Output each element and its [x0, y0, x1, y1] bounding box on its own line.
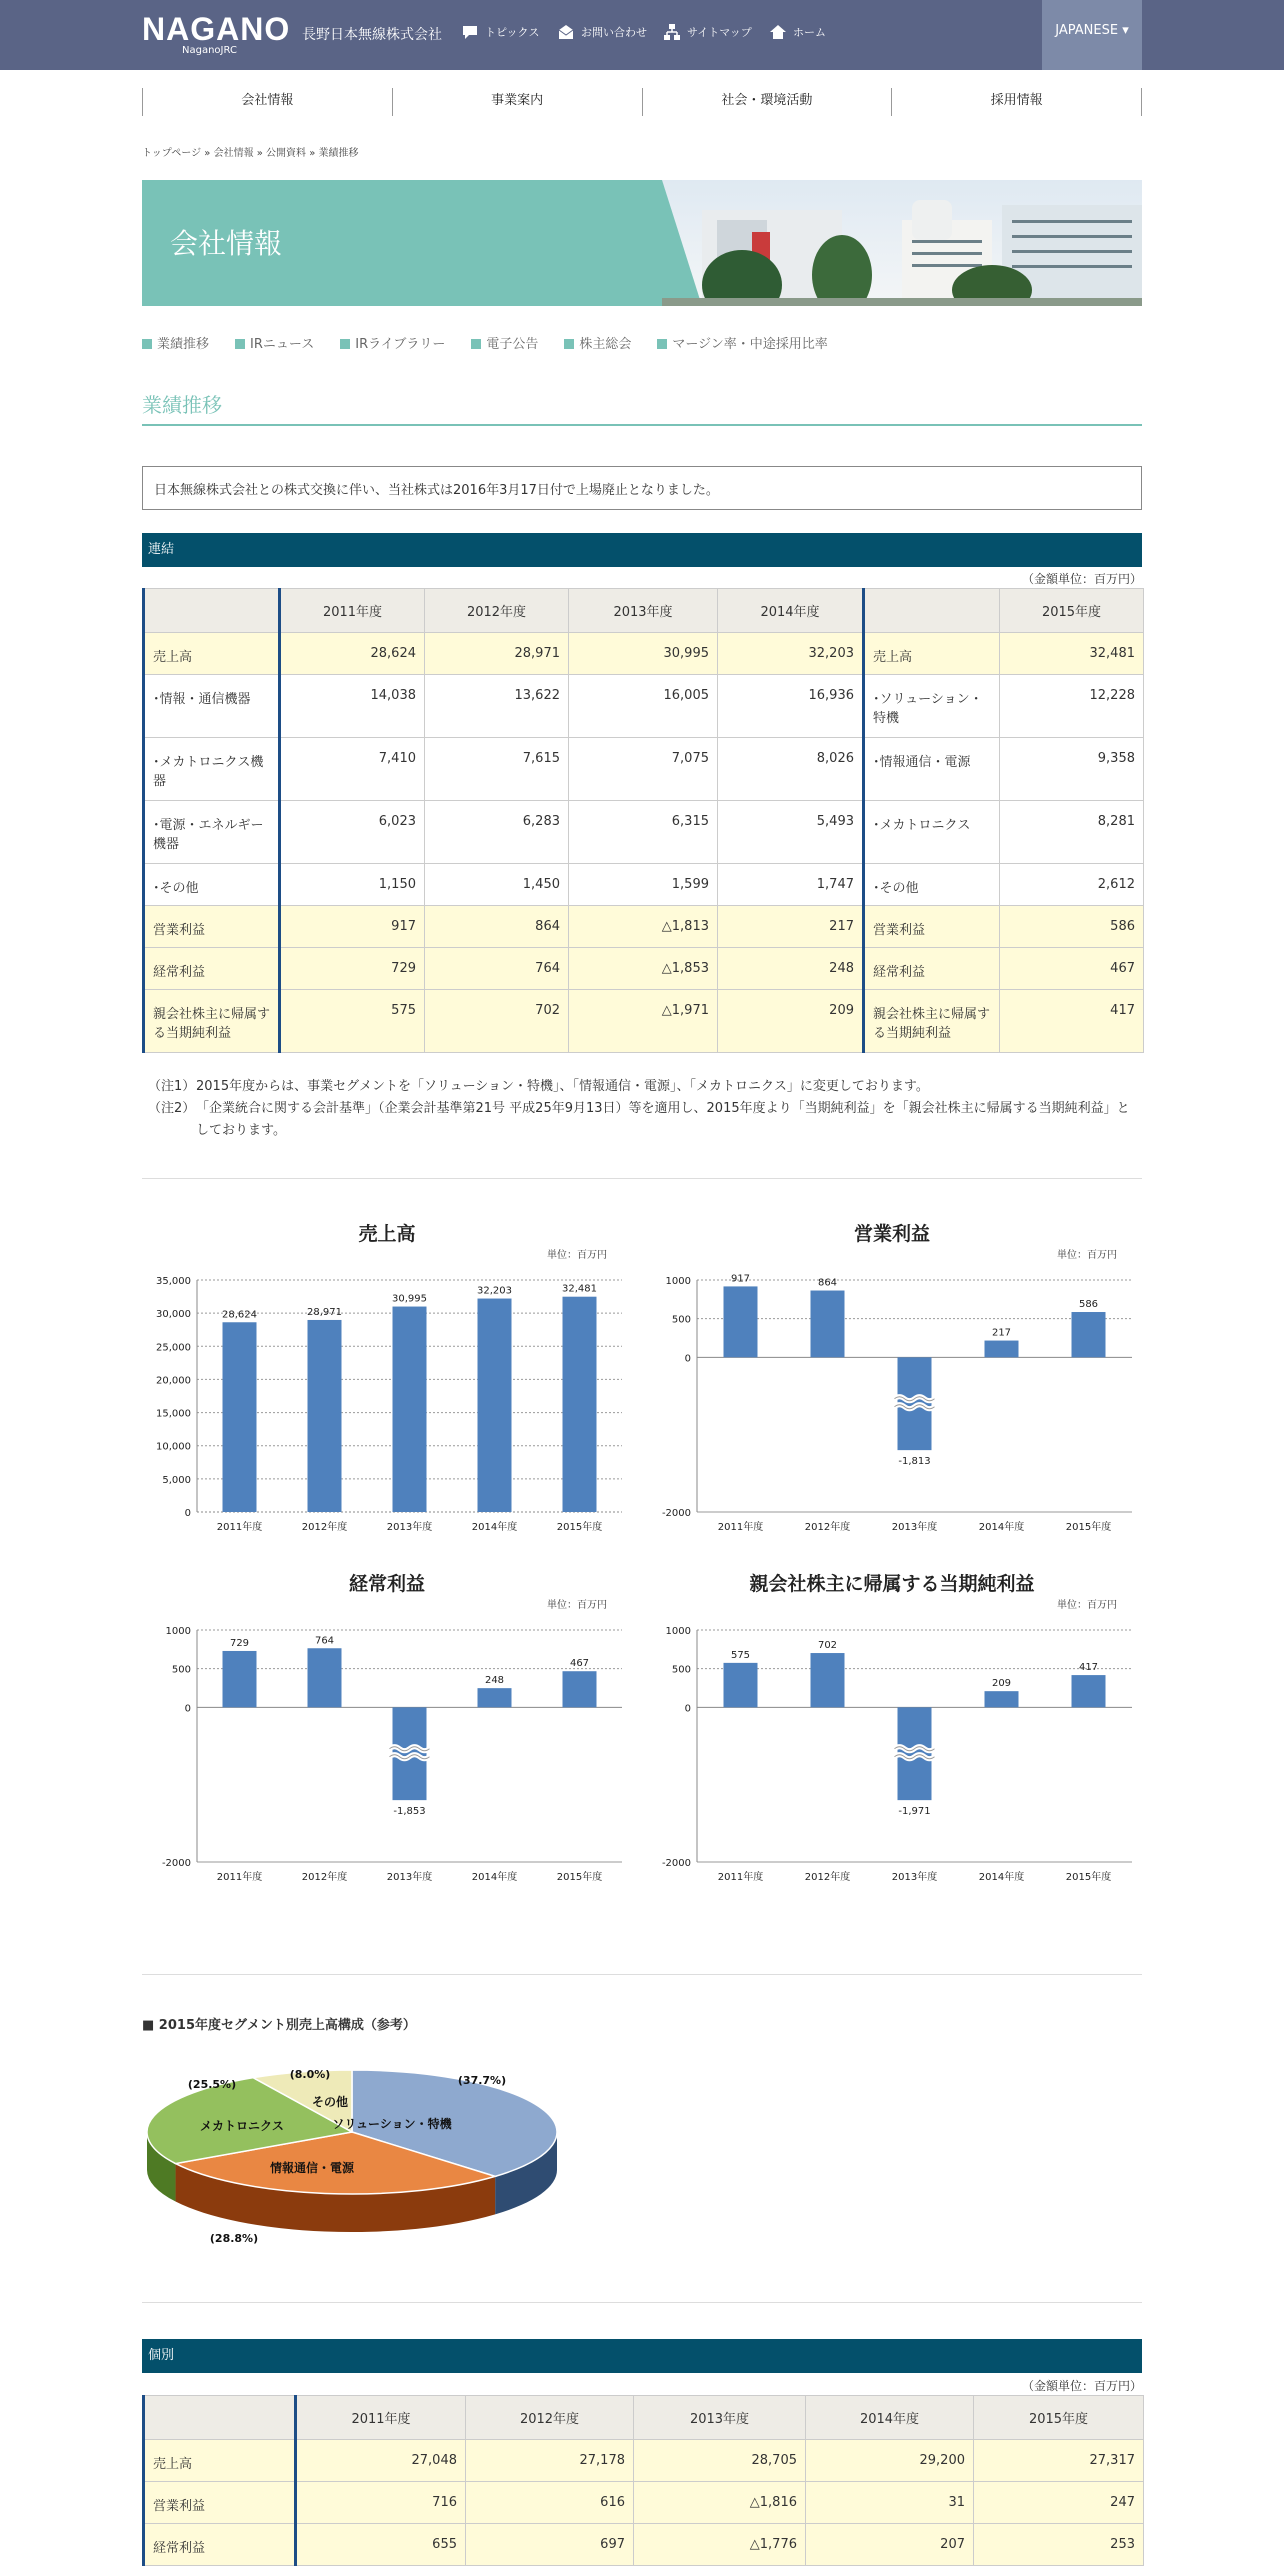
data-label: 209	[991, 1678, 1012, 1690]
y-tick-label: 1000	[665, 1626, 691, 1637]
chart-operating-income	[642, 1210, 1142, 1550]
bar	[1072, 1312, 1106, 1357]
sub-nav-item-margin[interactable]	[657, 333, 827, 352]
row-label: 売上高	[144, 633, 280, 675]
table-cell: △1,816	[634, 2482, 806, 2524]
company-name: 長野日本無線株式会社	[302, 27, 442, 43]
table-row	[144, 801, 1144, 864]
sub-nav	[142, 333, 828, 352]
x-tick-label: 2015年度	[556, 1522, 603, 1533]
table-cell: 8,281	[1000, 801, 1144, 864]
data-label: 575	[730, 1649, 751, 1661]
bar	[985, 1691, 1019, 1707]
header-link-home[interactable]	[768, 22, 826, 42]
x-tick-label: 2012年度	[804, 1522, 851, 1533]
y-tick-label: 0	[684, 1703, 691, 1715]
table-row	[144, 633, 1144, 675]
bar	[563, 1297, 597, 1512]
table-cell: 7,075	[569, 738, 718, 801]
table-row	[144, 675, 1144, 738]
footnote-text: 2015年度からは、事業セグメントを「ソリューション・特機」、「情報通信・電源」、「メカトロニクス」に変更しております。	[196, 1079, 929, 1094]
sub-nav-label: 電子公告	[486, 337, 539, 352]
x-tick-label: 2015年度	[1065, 1522, 1112, 1533]
data-label: -1,853	[393, 1806, 426, 1818]
table-cell: 16,005	[569, 675, 718, 738]
chart-sales	[142, 1210, 632, 1550]
table-cell: 716	[296, 2482, 466, 2524]
sub-nav-label: IRニュース	[250, 337, 315, 352]
bar	[724, 1286, 758, 1357]
footnote-label: （注1）	[148, 1079, 196, 1094]
table-cell: △1,813	[569, 906, 718, 948]
row-label: 経常利益	[144, 948, 280, 990]
data-label: 30,995	[392, 1293, 427, 1305]
y-tick-label: 30,000	[156, 1309, 191, 1321]
table-row	[144, 948, 1144, 990]
data-label: 864	[817, 1277, 838, 1289]
y-tick-label: 500	[671, 1314, 691, 1326]
pie-slice-label: その他	[311, 2095, 349, 2109]
table-cell: 1,150	[280, 864, 425, 906]
row-label: 営業利益	[144, 906, 280, 948]
table-row	[144, 738, 1144, 801]
row-label: 経常利益	[144, 2524, 296, 2566]
row-label: 親会社株主に帰属する当期純利益	[864, 990, 1000, 1053]
chart-title: 売上高	[358, 1223, 416, 1245]
bar	[811, 1653, 845, 1707]
section-banner	[142, 180, 1142, 306]
table-cell: 6,023	[280, 801, 425, 864]
sitemap-icon	[662, 22, 682, 42]
table-row	[144, 2440, 1144, 2482]
x-tick-label: 2012年度	[301, 1522, 348, 1533]
chart-unit: 単位：百万円	[547, 1250, 607, 1261]
table-cell: 9,358	[1000, 738, 1144, 801]
pie-slice-percent: (25.5%)	[187, 2078, 237, 2091]
bar	[308, 1320, 342, 1512]
y-tick-label: -2000	[661, 1508, 691, 1519]
x-tick-label: 2011年度	[717, 1872, 764, 1883]
nonconsolidated-unit: （金額単位：百万円）	[1021, 2379, 1142, 2393]
column-header: 2013年度	[634, 2396, 806, 2440]
mail-icon	[556, 22, 576, 42]
table-cell: 14,038	[280, 675, 425, 738]
pie-slice-label: 情報通信・電源	[269, 2161, 355, 2175]
header-link-label: サイトマップ	[687, 26, 752, 39]
column-header: 2012年度	[466, 2396, 634, 2440]
table-row	[144, 990, 1144, 1053]
chart-title: 営業利益	[853, 1223, 931, 1245]
corner-cell	[144, 2396, 296, 2440]
bar	[811, 1291, 845, 1358]
table-cell: 1,599	[569, 864, 718, 906]
x-tick-label: 2013年度	[386, 1522, 433, 1533]
table-cell: 209	[718, 990, 864, 1053]
table-cell: 27,317	[974, 2440, 1144, 2482]
data-label: 764	[314, 1635, 335, 1647]
column-header: 2014年度	[718, 589, 864, 633]
row-label: ･メカトロニクス	[864, 801, 1000, 864]
table-cell: 729	[280, 948, 425, 990]
x-tick-label: 2012年度	[301, 1872, 348, 1883]
table-cell: 30,995	[569, 633, 718, 675]
footnote	[148, 1098, 1142, 1142]
table-cell: 13,622	[425, 675, 569, 738]
row-label: ･ソリューション・特機	[864, 675, 1000, 738]
page-title: 業績推移	[142, 390, 1142, 426]
language-selector[interactable]	[1042, 0, 1142, 70]
table-cell: 2,612	[1000, 864, 1144, 906]
sub-nav-item-ir-library[interactable]	[340, 333, 445, 352]
global-nav-recruit[interactable]: 採用情報	[892, 88, 1142, 116]
corner-cell	[144, 589, 280, 633]
table-cell: 6,283	[425, 801, 569, 864]
row-label: 売上高	[144, 2440, 296, 2482]
data-label: 417	[1078, 1662, 1099, 1674]
bar	[724, 1663, 758, 1707]
sub-nav-label: IRライブラリー	[355, 337, 446, 352]
table-cell: 248	[718, 948, 864, 990]
nonconsolidated-table	[142, 2395, 1144, 2566]
row-label: 営業利益	[864, 906, 1000, 948]
column-header: 2014年度	[806, 2396, 974, 2440]
data-label: 28,971	[307, 1306, 342, 1318]
bar	[1072, 1675, 1106, 1707]
breadcrumb[interactable]: トップページ » 会社情報 » 公開資料 » 業績推移	[142, 148, 359, 159]
x-tick-label: 2015年度	[1065, 1872, 1112, 1883]
table-cell: 253	[974, 2524, 1144, 2566]
segment-pie-chart	[142, 2060, 592, 2260]
x-tick-label: 2011年度	[216, 1872, 263, 1883]
data-label: 702	[817, 1640, 838, 1652]
bullet-square-icon	[142, 339, 152, 349]
column-header: 2011年度	[296, 2396, 466, 2440]
global-nav-business[interactable]: 事業案内	[393, 88, 643, 116]
table-cell: 1,747	[718, 864, 864, 906]
table-cell: 764	[425, 948, 569, 990]
bar	[308, 1648, 342, 1707]
table-cell: 616	[466, 2482, 634, 2524]
home-icon	[768, 22, 788, 42]
table-cell: 247	[974, 2482, 1144, 2524]
data-label: 586	[1078, 1299, 1099, 1311]
table-cell: 16,936	[718, 675, 864, 738]
consolidated-table	[142, 588, 1144, 1053]
footnotes	[148, 1076, 1142, 1142]
table-cell: 29,200	[806, 2440, 974, 2482]
bar	[393, 1307, 427, 1512]
data-label: 917	[730, 1273, 751, 1285]
global-nav-company[interactable]: 会社情報	[143, 88, 393, 116]
pie-slice-label: メカトロニクス	[200, 2119, 284, 2133]
y-tick-label: 1000	[165, 1626, 191, 1637]
language-label: JAPANESE	[1055, 23, 1119, 38]
bar	[478, 1688, 512, 1707]
table-cell: 1,450	[425, 864, 569, 906]
delisting-notice: 日本無線株式会社との株式交換に伴い、当社株式は2016年3月17日付で上場廃止となりました。	[142, 466, 1142, 510]
speech-bubble-icon	[460, 22, 480, 42]
y-tick-label: 10,000	[156, 1441, 191, 1453]
data-label: 467	[569, 1658, 590, 1670]
segment-chart-title: ■ 2015年度セグメント別売上高構成（参考）	[142, 2018, 416, 2033]
corner-cell	[864, 589, 1000, 633]
bar	[985, 1341, 1019, 1358]
chart-ordinary-income	[142, 1560, 632, 1900]
data-label: 217	[991, 1327, 1012, 1339]
header-link-contact[interactable]	[556, 22, 647, 42]
divider	[142, 1974, 1142, 1975]
site-header	[0, 0, 1284, 70]
y-tick-label: -2000	[661, 1858, 691, 1869]
column-header: 2012年度	[425, 589, 569, 633]
company-logo[interactable]	[142, 11, 291, 56]
x-tick-label: 2012年度	[804, 1872, 851, 1883]
bullet-square-icon	[564, 339, 574, 349]
y-tick-label: 15,000	[156, 1408, 191, 1420]
global-nav	[142, 88, 1142, 116]
y-tick-label: 500	[171, 1664, 191, 1676]
y-tick-label: 25,000	[156, 1342, 191, 1354]
banner-photo	[142, 180, 1142, 306]
row-label: 経常利益	[864, 948, 1000, 990]
column-header: 2013年度	[569, 589, 718, 633]
table-cell: 5,493	[718, 801, 864, 864]
pie-slice-percent: (28.8%)	[209, 2232, 259, 2245]
table-cell: 917	[280, 906, 425, 948]
divider	[142, 1178, 1142, 1179]
column-header: 2015年度	[974, 2396, 1144, 2440]
bar	[223, 1322, 257, 1512]
table-cell: 32,203	[718, 633, 864, 675]
y-tick-label: 0	[684, 1353, 691, 1365]
sub-nav-item-shareholders[interactable]	[564, 333, 631, 352]
data-label: 248	[484, 1675, 505, 1687]
header-link-label: トピックス	[485, 26, 540, 39]
sub-nav-item-ir-news[interactable]	[235, 333, 314, 352]
table-cell: △1,776	[634, 2524, 806, 2566]
bullet-square-icon	[235, 339, 245, 349]
y-tick-label: 0	[184, 1508, 191, 1519]
sub-nav-label: 株主総会	[579, 337, 632, 352]
row-label: ･その他	[864, 864, 1000, 906]
bullet-square-icon	[471, 339, 481, 349]
chart-unit: 単位：百万円	[1057, 1250, 1117, 1261]
data-label: 32,481	[562, 1283, 597, 1295]
consolidated-heading: 連結	[142, 533, 1142, 567]
x-tick-label: 2014年度	[471, 1872, 518, 1883]
table-row	[144, 2524, 1144, 2566]
x-tick-label: 2011年度	[717, 1522, 764, 1533]
y-tick-label: 0	[184, 1703, 191, 1715]
chart-title: 親会社株主に帰属する当期純利益	[749, 1573, 1035, 1595]
chart-unit: 単位：百万円	[1057, 1600, 1117, 1611]
x-tick-label: 2015年度	[556, 1872, 603, 1883]
x-tick-label: 2013年度	[891, 1872, 938, 1883]
pie-slice-percent: (37.7%)	[457, 2074, 507, 2087]
table-row	[144, 2482, 1144, 2524]
chart-title: 経常利益	[348, 1573, 426, 1595]
pie-slice-percent: (8.0%)	[289, 2068, 331, 2081]
divider	[142, 2302, 1142, 2303]
logo-text: NAGANO	[142, 11, 291, 47]
nonconsolidated-heading: 個別	[142, 2339, 1142, 2373]
x-tick-label: 2014年度	[978, 1522, 1025, 1533]
row-label: 売上高	[864, 633, 1000, 675]
logo-subtext: NaganoJRC	[182, 45, 237, 56]
footnote	[148, 1076, 1142, 1098]
row-label: ･情報・通信機器	[144, 675, 280, 738]
table-cell: 8,026	[718, 738, 864, 801]
sub-nav-label: マージン率・中途採用比率	[672, 337, 828, 352]
data-label: -1,971	[898, 1806, 931, 1818]
table-cell: 586	[1000, 906, 1144, 948]
x-tick-label: 2014年度	[978, 1872, 1025, 1883]
y-tick-label: 500	[671, 1664, 691, 1676]
y-tick-label: 20,000	[156, 1375, 191, 1387]
table-cell: 12,228	[1000, 675, 1144, 738]
header-link-label: ホーム	[793, 26, 826, 39]
pie-slice-label: ソリューション・特機	[332, 2117, 452, 2131]
data-label: -1,813	[898, 1456, 931, 1468]
table-cell: 655	[296, 2524, 466, 2566]
table-cell: △1,971	[569, 990, 718, 1053]
bar	[563, 1671, 597, 1707]
table-cell: 31	[806, 2482, 974, 2524]
table-cell: 27,178	[466, 2440, 634, 2482]
caret-down-icon: ▾	[1118, 23, 1129, 38]
bullet-square-icon	[340, 339, 350, 349]
y-tick-label: 5,000	[162, 1474, 191, 1486]
row-label: ･電源・エネルギー機器	[144, 801, 280, 864]
row-label: ･その他	[144, 864, 280, 906]
sub-nav-item-e-notice[interactable]	[471, 333, 538, 352]
table-cell: 27,048	[296, 2440, 466, 2482]
data-label: 32,203	[477, 1285, 512, 1297]
table-cell: 417	[1000, 990, 1144, 1053]
x-tick-label: 2013年度	[891, 1522, 938, 1533]
global-nav-csr[interactable]: 社会・環境活動	[643, 88, 893, 116]
table-cell: 7,615	[425, 738, 569, 801]
table-cell: 28,971	[425, 633, 569, 675]
table-cell: 575	[280, 990, 425, 1053]
column-header: 2011年度	[280, 589, 425, 633]
table-row	[144, 864, 1144, 906]
data-label: 28,624	[222, 1309, 257, 1321]
row-label: 営業利益	[144, 2482, 296, 2524]
row-label: ･情報通信・電源	[864, 738, 1000, 801]
bar	[223, 1651, 257, 1707]
table-cell: 702	[425, 990, 569, 1053]
table-cell: 864	[425, 906, 569, 948]
row-label: ･メカトロニクス機器	[144, 738, 280, 801]
table-cell: 217	[718, 906, 864, 948]
column-header: 2015年度	[1000, 589, 1144, 633]
sub-nav-label: 業績推移	[157, 337, 210, 352]
footnote-text: 「企業統合に関する会計基準」（企業会計基準第21号 平成25年9月13日）等を適用し、2015年度より「当期純利益」を「親会社株主に帰属する当期純利益」としております。	[196, 1101, 1130, 1138]
table-cell: 697	[466, 2524, 634, 2566]
table-cell: 28,624	[280, 633, 425, 675]
header-link-sitemap[interactable]	[662, 22, 752, 42]
table-cell: 7,410	[280, 738, 425, 801]
table-cell: 32,481	[1000, 633, 1144, 675]
table-cell: 6,315	[569, 801, 718, 864]
table-cell: 207	[806, 2524, 974, 2566]
y-tick-label: -2000	[161, 1858, 191, 1869]
chart-net-income	[642, 1560, 1142, 1900]
footnote-label: （注2）	[148, 1101, 196, 1116]
banner-title: 会社情報	[170, 227, 283, 260]
header-link-topics[interactable]	[460, 22, 539, 42]
y-tick-label: 35,000	[156, 1276, 191, 1287]
chart-unit: 単位：百万円	[547, 1600, 607, 1611]
consolidated-unit: （金額単位：百万円）	[1021, 572, 1142, 586]
y-tick-label: 1000	[665, 1276, 691, 1287]
table-cell: △1,853	[569, 948, 718, 990]
row-label: 親会社株主に帰属する当期純利益	[144, 990, 280, 1053]
x-tick-label: 2011年度	[216, 1522, 263, 1533]
bullet-square-icon	[657, 339, 667, 349]
sub-nav-item-performance[interactable]	[142, 333, 209, 352]
header-link-label: お問い合わせ	[581, 26, 647, 39]
table-row	[144, 906, 1144, 948]
table-cell: 28,705	[634, 2440, 806, 2482]
x-tick-label: 2014年度	[471, 1522, 518, 1533]
table-cell: 467	[1000, 948, 1144, 990]
bar	[478, 1299, 512, 1512]
data-label: 729	[229, 1637, 250, 1649]
x-tick-label: 2013年度	[386, 1872, 433, 1883]
